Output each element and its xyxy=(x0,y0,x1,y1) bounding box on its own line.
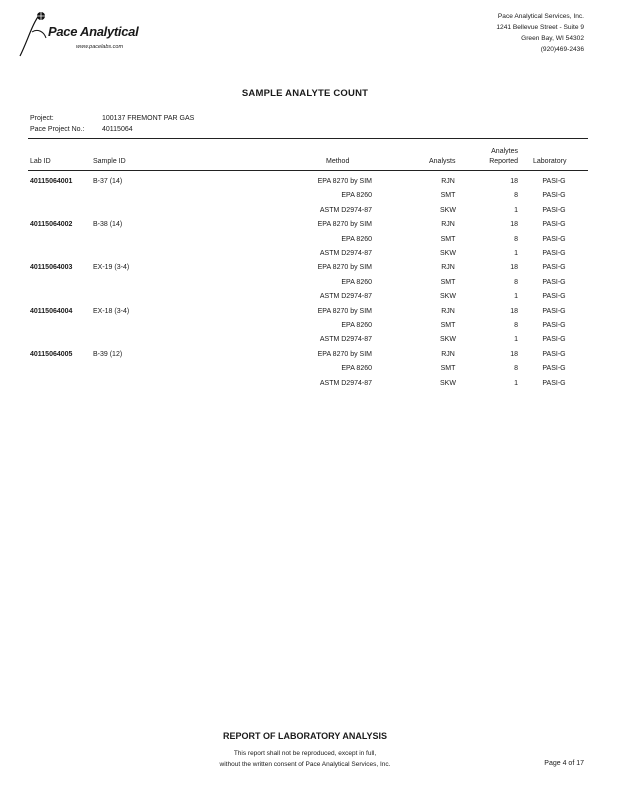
cell-lab-id: 40115064002 xyxy=(30,221,73,229)
cell-analyst: SMT xyxy=(440,278,456,286)
cell-method: EPA 8260 xyxy=(341,278,372,286)
cell-reported: 18 xyxy=(510,221,518,229)
col-header-method: Method xyxy=(326,158,350,165)
pace-project-value: 40115064 xyxy=(102,126,133,133)
company-line: (920)469-2436 xyxy=(540,46,584,53)
cell-method: EPA 8270 by SIM xyxy=(317,264,372,272)
company-address xyxy=(496,11,584,55)
cell-reported: 8 xyxy=(514,278,518,286)
cell-analyst: SMT xyxy=(440,192,456,200)
cell-method: ASTM D2974-87 xyxy=(319,379,372,387)
cell-lab: PASI-G xyxy=(542,307,566,315)
cell-analyst: SKW xyxy=(440,379,456,387)
cell-reported: 1 xyxy=(514,379,518,387)
cell-method: EPA 8260 xyxy=(341,192,372,200)
cell-reported: 18 xyxy=(510,350,518,358)
cell-method: EPA 8270 by SIM xyxy=(317,307,372,315)
cell-lab: PASI-G xyxy=(542,336,566,344)
cell-lab-id: 40115064004 xyxy=(30,307,73,315)
cell-lab: PASI-G xyxy=(542,365,566,373)
cell-analyst: RJN xyxy=(441,264,455,272)
cell-analyst: RJN xyxy=(441,350,455,358)
cell-analyst: RJN xyxy=(441,307,455,315)
logo-website: www.pacelabs.com xyxy=(76,44,124,50)
cell-reported: 1 xyxy=(514,293,518,301)
cell-lab: PASI-G xyxy=(542,221,566,229)
company-line: Green Bay, WI 54302 xyxy=(521,35,584,42)
cell-method: EPA 8260 xyxy=(341,322,372,329)
header-bottom-rule xyxy=(28,170,588,171)
cell-method: ASTM D2974-87 xyxy=(319,336,372,344)
cell-lab: PASI-G xyxy=(542,192,566,200)
col-header-lab-id: Lab ID xyxy=(30,158,51,165)
cell-reported: 8 xyxy=(514,192,518,200)
cell-lab: PASI-G xyxy=(542,278,566,286)
cell-lab: PASI-G xyxy=(542,322,566,329)
cell-sample-id: B-37 (14) xyxy=(93,178,123,185)
cell-reported: 8 xyxy=(514,235,518,243)
col-header-reported: Reported xyxy=(489,158,518,165)
cell-analyst: SKW xyxy=(440,336,456,344)
project-label: Project: xyxy=(30,115,54,122)
cell-lab-id: 40115064001 xyxy=(30,178,73,185)
cell-analyst: RJN xyxy=(441,221,455,229)
footer-note-line: This report shall not be reproduced, except in full, xyxy=(233,750,377,757)
cell-reported: 18 xyxy=(510,307,518,315)
cell-sample-id: B-38 (14) xyxy=(93,221,123,229)
cell-lab: PASI-G xyxy=(542,379,566,387)
company-line: Pace Analytical Services, Inc. xyxy=(497,13,584,20)
cell-lab-id: 40115064005 xyxy=(30,350,73,358)
cell-lab: PASI-G xyxy=(542,178,566,185)
logo-name: Pace Analytical xyxy=(48,24,139,39)
company-line: 1241 Bellevue Street - Suite 9 xyxy=(496,24,584,31)
cell-method: EPA 8270 by SIM xyxy=(317,178,372,185)
cell-method: ASTM D2974-87 xyxy=(319,293,372,301)
cell-reported: 1 xyxy=(514,336,518,344)
cell-reported: 18 xyxy=(510,264,518,272)
cell-method: EPA 8270 by SIM xyxy=(317,350,372,358)
col-header-analysts: Analysts xyxy=(429,158,456,165)
cell-analyst: SKW xyxy=(440,250,456,257)
cell-reported: 8 xyxy=(514,365,518,373)
cell-analyst: SKW xyxy=(440,293,456,301)
project-value: 100137 FREMONT PAR GAS xyxy=(102,115,195,122)
cell-reported: 1 xyxy=(514,250,518,257)
project-info xyxy=(30,113,194,135)
cell-reported: 1 xyxy=(514,206,518,214)
cell-method: EPA 8260 xyxy=(341,235,372,243)
cell-sample-id: EX-19 (3-4) xyxy=(93,264,130,272)
footer-note-line: without the written consent of Pace Analytical Services, Inc. xyxy=(219,761,391,768)
cell-lab: PASI-G xyxy=(542,235,566,243)
pace-project-label: Pace Project No.: xyxy=(30,126,85,133)
cell-analyst: SMT xyxy=(440,365,456,373)
cell-analyst: RJN xyxy=(441,178,455,185)
cell-sample-id: B-39 (12) xyxy=(93,350,123,358)
cell-lab: PASI-G xyxy=(542,250,566,257)
cell-lab: PASI-G xyxy=(542,293,566,301)
cell-lab: PASI-G xyxy=(542,206,566,214)
cell-sample-id: EX-18 (3-4) xyxy=(93,307,130,315)
footer-note xyxy=(0,748,610,770)
cell-method: EPA 8270 by SIM xyxy=(317,221,372,229)
page-title: SAMPLE ANALYTE COUNT xyxy=(241,88,369,99)
col-header-laboratory: Laboratory xyxy=(533,158,567,165)
footer-title: REPORT OF LABORATORY ANALYSIS xyxy=(222,731,388,741)
cell-reported: 8 xyxy=(514,322,518,329)
header-top-rule xyxy=(28,138,588,139)
cell-analyst: SMT xyxy=(440,235,456,243)
col-header-analytes: Analytes xyxy=(491,148,518,155)
cell-analyst: SKW xyxy=(440,206,456,214)
cell-lab: PASI-G xyxy=(542,264,566,272)
cell-reported: 18 xyxy=(510,178,518,185)
cell-lab: PASI-G xyxy=(542,350,566,358)
col-header-sample-id: Sample ID xyxy=(93,158,126,165)
page-number: Page 4 of 17 xyxy=(544,760,584,767)
cell-method: ASTM D2974-87 xyxy=(319,250,372,257)
cell-method: ASTM D2974-87 xyxy=(319,206,372,214)
cell-method: EPA 8260 xyxy=(341,365,372,373)
cell-analyst: SMT xyxy=(440,322,456,329)
cell-lab-id: 40115064003 xyxy=(30,264,73,272)
